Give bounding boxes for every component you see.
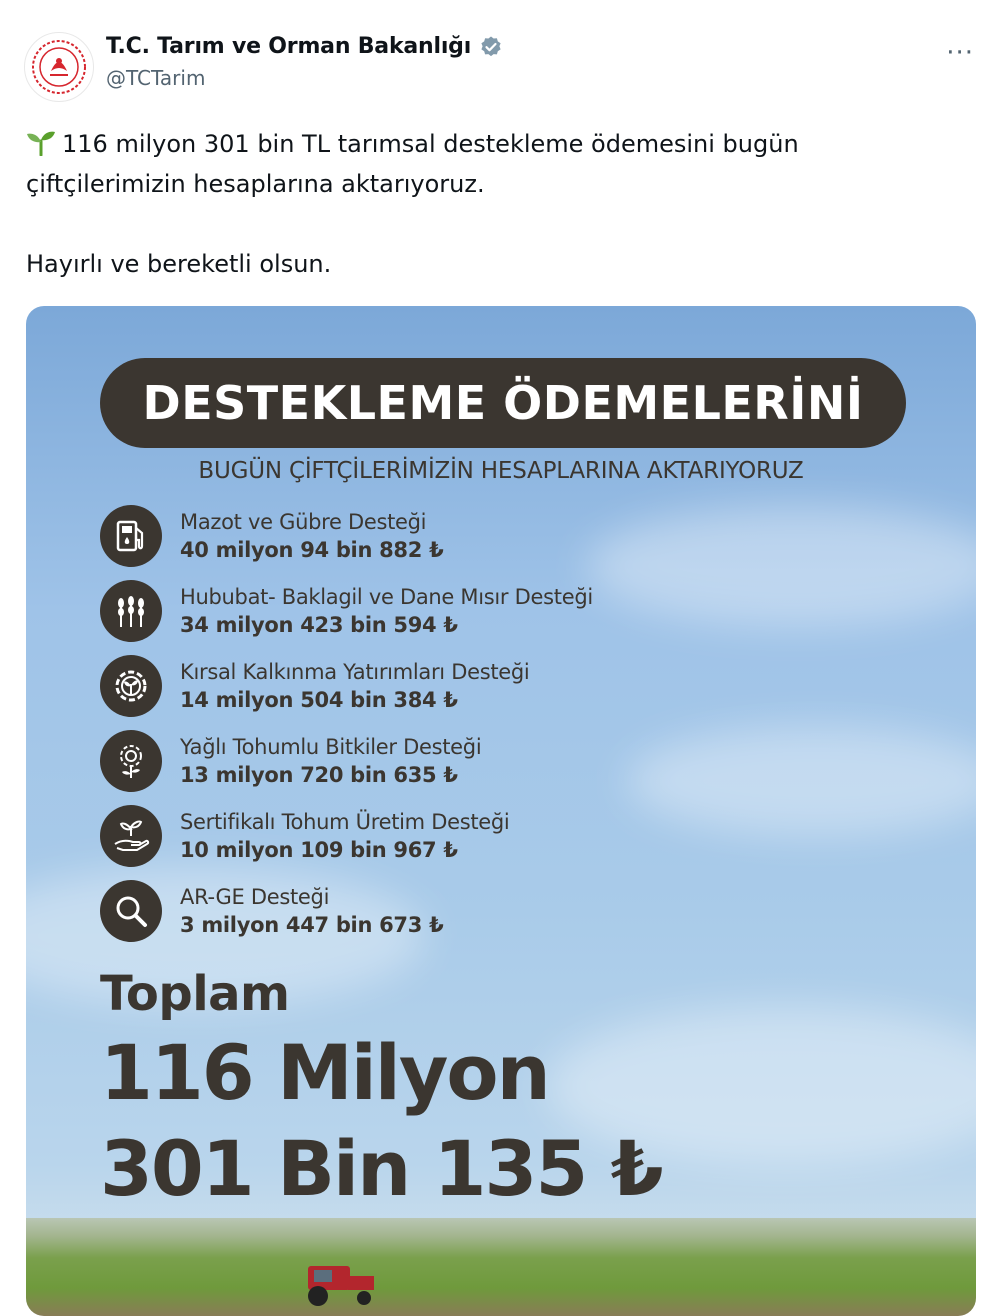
infographic-title: DESTEKLEME ÖDEMELERİNİ <box>100 358 906 448</box>
infographic-subtitle: BUGÜN ÇİFTÇİLERİMİZİN HESAPLARINA AKTARIYORUZ <box>198 458 804 484</box>
support-item-label: Kırsal Kalkınma Yatırımları Desteği <box>180 660 530 684</box>
author-handle[interactable]: @TCTarim <box>106 66 206 90</box>
farmland-image <box>26 1218 976 1316</box>
support-item <box>100 806 509 866</box>
support-item-amount: 40 milyon 94 bin 882 ₺ <box>180 538 444 562</box>
tweet-line-2: çiftçilerimizin hesaplarına aktarıyoruz. <box>26 170 485 198</box>
hand-seedling-icon <box>100 805 162 867</box>
author-block <box>106 34 503 90</box>
support-item <box>100 731 481 791</box>
fuel-pump-icon <box>100 505 162 567</box>
tweet-line-3: Hayırlı ve bereketli olsun. <box>26 250 332 278</box>
verified-badge-icon <box>479 35 503 59</box>
support-item-label: Mazot ve Gübre Desteği <box>180 510 427 534</box>
support-item <box>100 881 443 941</box>
ministry-logo-icon <box>31 39 87 95</box>
total-amount-line-1: 116 Milyon <box>100 1028 549 1117</box>
support-item-amount: 13 milyon 720 bin 635 ₺ <box>180 763 458 787</box>
author-name-row[interactable] <box>106 34 503 59</box>
support-item-amount: 14 milyon 504 bin 384 ₺ <box>180 688 458 712</box>
support-item-label: Sertifikalı Tohum Üretim Desteği <box>180 810 510 834</box>
tweet-line-1 <box>26 124 966 164</box>
author-name[interactable]: T.C. Tarım ve Orman Bakanlığı <box>106 34 472 59</box>
support-item-amount: 34 milyon 423 bin 594 ₺ <box>180 613 458 637</box>
magnifier-icon <box>100 880 162 942</box>
seedling-icon <box>26 128 56 156</box>
sunflower-icon <box>100 730 162 792</box>
support-item-label: AR-GE Desteği <box>180 885 330 909</box>
support-item-amount: 10 milyon 109 bin 967 ₺ <box>180 838 458 862</box>
tweet-line-1-text: 116 milyon 301 bin TL tarımsal destekleme ödemesini bugün <box>62 130 799 158</box>
tweet-image[interactable] <box>26 306 976 1316</box>
support-item-label: Yağlı Tohumlu Bitkiler Desteği <box>180 735 482 759</box>
support-item-amount: 3 milyon 447 bin 673 ₺ <box>180 913 444 937</box>
total-amount-line-2: 301 Bin 135 ₺ <box>100 1124 662 1213</box>
wheat-icon <box>100 580 162 642</box>
support-item-label: Hububat- Baklagil ve Dane Mısır Desteği <box>180 585 593 609</box>
support-item <box>100 656 529 716</box>
gear-sprout-icon <box>100 655 162 717</box>
tractor-image <box>288 1260 388 1306</box>
total-label: Toplam <box>100 966 290 1022</box>
avatar[interactable] <box>24 32 94 102</box>
more-options-icon[interactable]: ··· <box>946 38 974 68</box>
support-item <box>100 506 443 566</box>
support-item <box>100 581 593 641</box>
tweet-text <box>26 124 966 284</box>
